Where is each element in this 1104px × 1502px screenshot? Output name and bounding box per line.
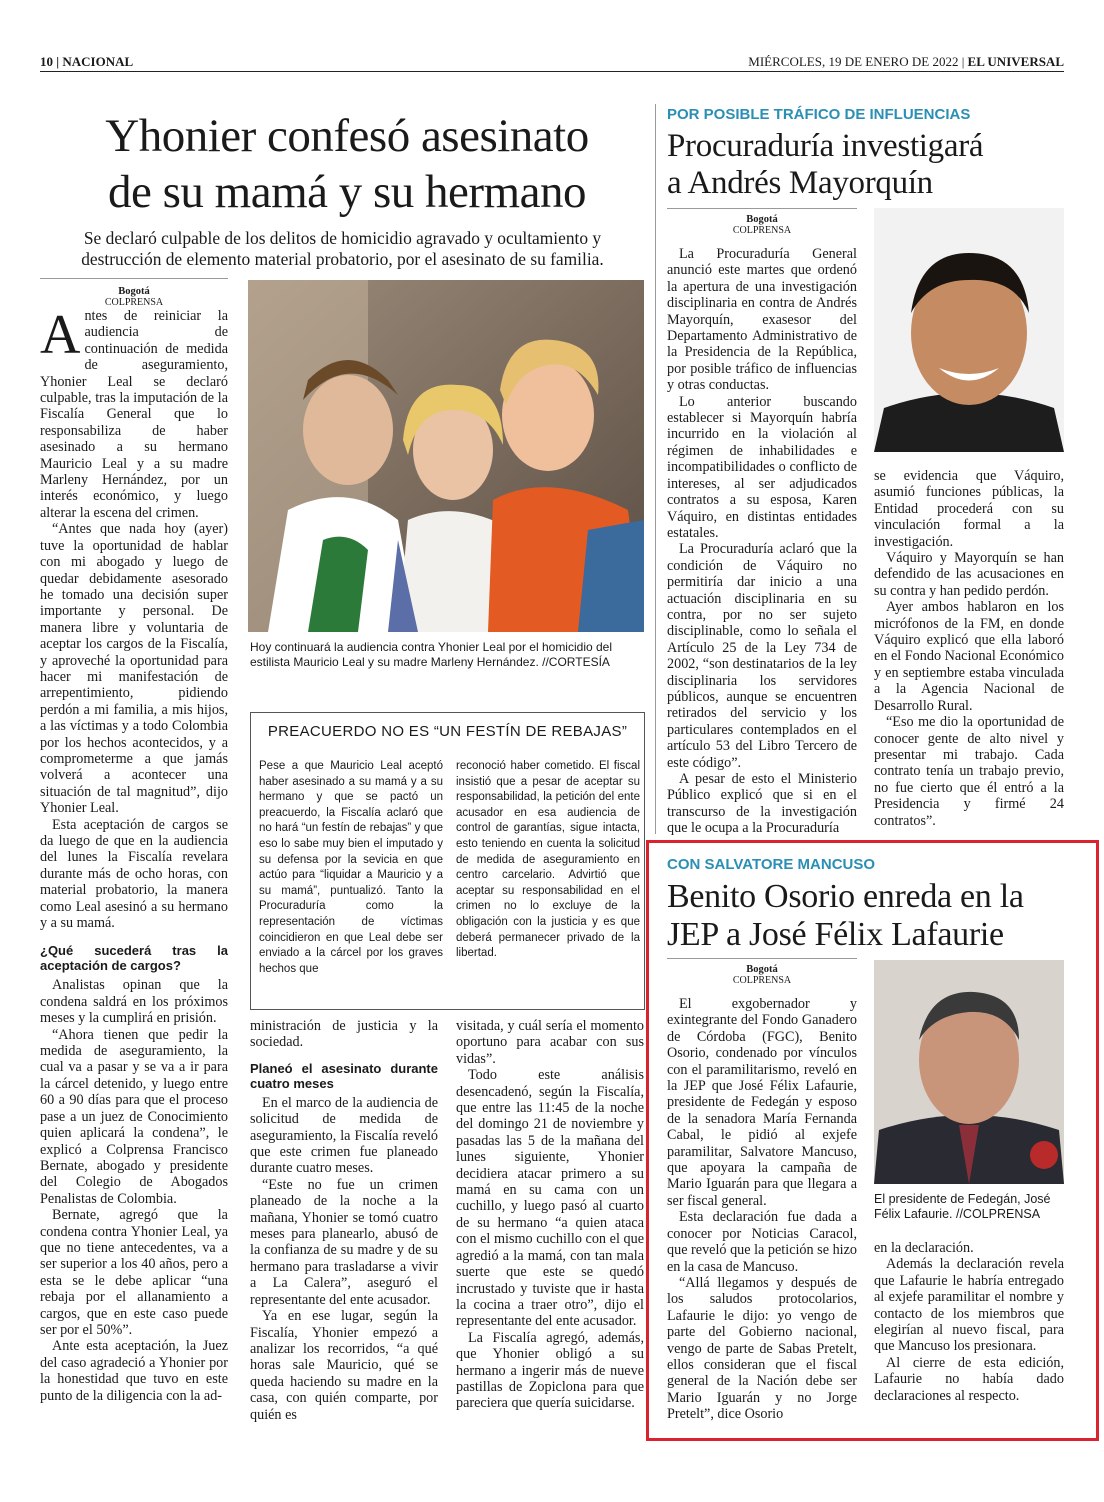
main-photo-caption: Hoy continuará la audiencia contra Yhonier Leal por el homicidio del estilista Mauricio Leal y su madre Marleny Hernández. //CORTESÍA (250, 640, 613, 669)
paragraph: La Fiscalía agregó, además, que Yhonier obligó a su hermano a ingerir más de nueve pastillas de Zopiclona para que pareciera que quería suicidarse. (456, 1329, 644, 1412)
paragraph (40, 304, 228, 521)
paragraph: Bernate, agregó que la condena contra Yhonier Leal, ya que no tiene antecedentes, va a ser superior a los 40 años, pero a esta se le debe aplicar “una rebaja por el allanamiento a cargos, que en este caso puede ser por el 50%”. (40, 1207, 228, 1338)
paragraph: Ya en ese lugar, según la Fiscalía, Yhonier empezó a analizar los recorridos, “a qué horas sale Mauricio, qué se queda haciendo su madre en la casa, con quién comparte, por quién es (250, 1308, 438, 1423)
byline-city: Bogotá (118, 286, 150, 297)
paragraph: “Eso me dio la oportunidad de conocer gente de alto nivel y presentar mi trabajo. Cada contrato tenía un trabajo previo, no fue cierto que él entró a la Presidencia y firmé 24 contratos”. (874, 714, 1064, 829)
family-photo-illustration (248, 280, 644, 632)
main-column-1 (40, 304, 228, 1436)
proc-byline (667, 214, 857, 236)
paragraph: Analistas opinan que la condena saldrá en los próximos meses y la cumplirá en prisión. (40, 977, 228, 1027)
main-deck-line2: destrucción de elemento material probatorio, por el asesinato de su familia. (81, 249, 604, 269)
benito-column-1 (667, 996, 857, 1430)
page-header (40, 54, 1064, 72)
paragraph: ministración de justicia y la sociedad. (250, 1018, 438, 1051)
benito-kicker: CON SALVATORE MANCUSO (667, 856, 876, 873)
proc-headline-line1: Procuraduría investigará (667, 128, 984, 164)
paragraph: Ayer ambos hablaron en los micrófonos de la FM, en donde Váquiro explicó que ella laboró en el Fondo Nacional Económico y en septiembre estaba vinculada a la Agencia Nacional de Desarrollo Rural. (874, 599, 1064, 714)
byline-agency: COLPRENSA (104, 297, 164, 308)
paragraph: Lo anterior buscando establecer si Mayorquín habría incurrido en la violación al régimen de inhabilidades e incompatibilidades o conflicto de intereses, al ser adjudicados contratos a su esposa, Karen Váquiro, en distintas entidades estatales. (667, 393, 857, 541)
paragraph: El exgobernador y exintegrante del Fondo Ganadero de Córdoba (FGC), Benito Osorio, condenado por vínculos con el paramilitarismo, reveló en la JEP que José Félix Lafaurie, presidente de Fedegán y esposo de la senadora María Fernanda Cabal, le pidió al exjefe paramilitar, Salvatore Mancuso, que apoyara la campaña de Mario Iguarán para que llegara a ser fiscal general. (667, 996, 857, 1209)
byline-divider (40, 278, 228, 279)
paragraph: Todo este análisis desencadenó, según la Fiscalía, que entre las 11:45 de la noche del domingo 21 de noviembre y pasadas las 5 de la mañana del lunes siguiente, Yhonier decidiera atacar primero a su mamá en su cama con un cuchillo, y luego pasó al cuarto de su hermano “a quien ataca con el mismo cuchillo con el que agredió a la mamá, con tan mala suerte que este se quedó incrustado y tuviste que ir hasta la cocina a traer otro”, dijo el representante del ente acusador. (456, 1067, 644, 1330)
benito-headline-line2: JEP a José Félix Lafaurie (667, 916, 1004, 953)
box-column-2: reconoció haber cometido. El fiscal insistió que a pesar de aceptar su responsabilidad, la petición del ente acusador en esa audiencia de control de garantías, sigue intacta, esto teniendo en cuenta la solicitud de medida de aseguramiento en centro carcelario. Advirtió que aceptar su responsabilidad en el crimen no lo excluye de la obligación con la justicia y es que deberá permanecer privado de la libertad. (456, 760, 640, 960)
portrait-illustration (874, 960, 1064, 1184)
byline-agency: COLPRENSA (732, 225, 792, 236)
byline-divider (667, 958, 857, 959)
paragraph: Váquiro y Mayorquín se han defendido de las acusaciones en su contra y han pedido perdón. (874, 550, 1064, 599)
proc-headline (667, 128, 1067, 202)
paragraph: en la declaración. (874, 1240, 974, 1256)
lafaurie-photo (874, 960, 1064, 1184)
paragraph: “Allá llegamos y después de los saludos protocolarios, Lafaurie le dijo: yo vengo de parte del Gobierno nacional, vengo de parte de Sabas Pretelt, ellos consideran que el fiscal general de la Nación debe ser Mario Iguarán y no Jorge Pretelt”, dice Osorio (667, 1274, 857, 1423)
byline-city: Bogotá (746, 964, 778, 975)
paragraph: “Ahora tienen que pedir la medida de aseguramiento, la cual va a pasar y se va a ir para la cárcel detenido, y luego entre 60 a 90 días para que el proceso pase a un juez de Conocimiento quien aplicará la condena”, le explicó a Colprensa Francisco Bernate, abogado y presidente del Colegio de Abogados Penalistas de Colombia. (40, 1026, 228, 1207)
portrait-illustration (874, 208, 1064, 452)
paragraph: Esta declaración fue dada a conocer por Noticias Caracol, que reveló que la petición se hizo en la casa de Mancuso. (667, 1209, 857, 1275)
byline-agency: COLPRENSA (732, 975, 792, 986)
box-title: PREACUERDO NO ES “UN FESTÍN DE REBAJAS” (267, 723, 628, 740)
proc-column-1 (667, 246, 857, 837)
main-headline-line1: Yhonier confesó asesinato (105, 110, 589, 162)
paragraph: A pesar de esto el Ministerio Público explicó que si en el transcurso de la investigación que le ocupa a la Procuraduría (667, 771, 857, 837)
main-headline-line2: de su mamá y su hermano (108, 166, 586, 218)
paragraph: Además la declaración revela que Lafaurie le habría entregado al exjefe paramilitar el nombre y contacto de los miembros que elegirían al nuevo fiscal, para que Mancuso los presionara. (874, 1256, 1064, 1355)
paragraph: Ante esta aceptación, la Juez del caso agradeció a Yhonier por la honestidad que tuvo en este punto de la diligencia con la ad- (40, 1338, 228, 1404)
benito-headline (667, 878, 1077, 954)
column-divider (655, 104, 656, 834)
main-deck-line1: Se declaró culpable de los delitos de homicidio agravado y ocultamiento y (83, 228, 602, 248)
lafaurie-photo-caption: El presidente de Fedegán, José Félix Lafaurie. //COLPRENSA (874, 1192, 1051, 1221)
paragraph: Al cierre de esta edición, Lafaurie no había dado declaraciones al respecto. (874, 1354, 1064, 1404)
paragraph: En el marco de la audiencia de solicitud de medida de aseguramiento, la Fiscalía reveló que este crimen fue planeado durante cuatro meses. (250, 1094, 438, 1177)
paragraph: “Antes que nada hoy (ayer) tuve la oportunidad de hablar con mi abogado y luego de quedar debidamente asesorado he tomado una decisión super importante y personal. De manera libre y voluntaria de aceptar los cargos de la Fiscalía, y aproveché la oportunidad para hacer mi manifestación de arrepentimiento, pidiendo perdón a mi familia, a mis hijos, a las víctimas y a todo Colombia por los hechos acontecidos, y a comprometerme a que jamás volverá a acontecer una situación de tal magnitud”, dijo Yhonier Leal. (40, 521, 228, 817)
main-photo (248, 280, 644, 632)
proc-column-2 (874, 468, 1064, 828)
benito-column-2 (874, 1240, 1064, 1430)
subheading: Planeó el asesinato durante cuatro meses (250, 1060, 438, 1091)
paragraph: se evidencia que Váquiro, asumió funciones públicas, la Entidad procederá con su vinculación formal a la investigación. (874, 468, 1064, 550)
paragraph: “Este no fue un crimen planeado de la noche a la mañana, Yhonier se tomó cuatro meses para planearlo, abusó de la confianza de su madre y de su hermano para trasladarse a vivir a La Calera”, aseguró el representante del ente acusador. (250, 1176, 438, 1308)
mayorquin-photo (874, 208, 1064, 452)
main-headline (52, 108, 642, 220)
benito-byline (667, 964, 857, 986)
box-column-1: Pese a que Mauricio Leal aceptó haber asesinado a su mamá y a su hermano y que se pactó un preacuerdo, la Fiscalía aclaró que no hará “un festín de rebajas” y que eso lo sabe muy bien el imputado y su defensa por la sevicia en que actúo para “liquidar a Mauricio y a su mamá”, puntualizó. Tanto la Procuraduría como la representación de víctimas coincidieron en que Leal debe ser enviado a la cárcel por los graves hechos que (259, 760, 443, 975)
proc-kicker: POR POSIBLE TRÁFICO DE INFLUENCIAS (667, 106, 971, 123)
paragraph-text: ntes de reiniciar la audiencia de continuación de medida de aseguramiento, Yhonier Leal se declaró culpable, tras la imputación de la Fiscalía General que lo responsabiliza de haber asesinado a su hermano Mauricio Leal y a su madre Marleny Hernández, por un interés económico, y luego alterar la escena del crimen. (40, 308, 228, 521)
drop-cap: A (40, 304, 81, 366)
paragraph: Esta aceptación de cargos se da luego de que en la audiencia del lunes la Fiscalía revelara durante más de ocho horas, con material probatorio, la manera como Leal asesinó a su hermano y a su mamá. (40, 816, 228, 932)
subheading: ¿Qué sucederá tras la aceptación de cargos? (40, 943, 228, 974)
sidebar-box (250, 712, 645, 1010)
paragraph: La Procuraduría General anunció este martes que ordenó la apertura de una investigación disciplinaria en contra de Andrés Mayorquín, exasesor del Departamento Administrativo de la Presidencia de la República, por posible tráfico de influencias y otras conductas. (667, 246, 857, 394)
paragraph: La Procuraduría aclaró que la condición de Váquiro no permitiría dar inicio a una actuación disciplinaria en su contra, por no ser sujeto disciplinable, como lo señala el Artículo 25 de la Ley 734 de 2002, “son destinatarios de la ley disciplinaria los servidores públicos, aunque se encuentren retirados del servicio y los particulares contemplados en el artículo 53 del Libro Tercero de este código”. (667, 541, 857, 771)
byline-city: Bogotá (746, 214, 778, 225)
main-column-3 (456, 1018, 644, 1436)
paper-name: EL UNIVERSAL (967, 54, 1064, 69)
page-date (748, 54, 1064, 70)
date-text: MIÉRCOLES, 19 DE ENERO DE 2022 | (748, 54, 965, 69)
byline-divider (667, 208, 857, 209)
paragraph: visitada, y cuál sería el momento oportuno para acabar con sus vidas”. (456, 1018, 644, 1067)
main-deck (40, 228, 645, 270)
main-column-2 (250, 1018, 438, 1436)
page-section: 10 | NACIONAL (40, 54, 134, 69)
benito-headline-line1: Benito Osorio enreda en la (667, 878, 1024, 915)
proc-headline-line2: a Andrés Mayorquín (667, 165, 933, 201)
